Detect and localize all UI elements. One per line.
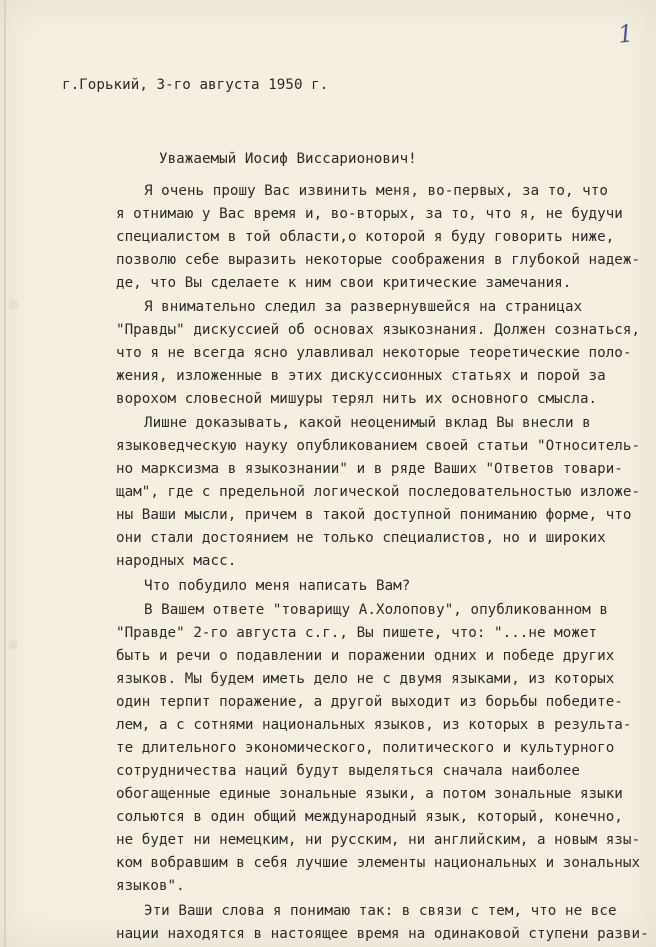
text-line: де, что Вы сделаете к ним свои критические замечания.: [116, 275, 572, 291]
text-line: ны Ваши мысли, причем в такой доступной пониманию форме, что: [116, 507, 632, 523]
text-line: Лишне доказывать, какой неоценимый вклад Вы внесли в: [144, 415, 591, 431]
text-line: щам", где с предельной логической последовательностью изложе-: [116, 484, 641, 500]
text-line: Что побудило меня написать Вам?: [144, 578, 411, 594]
text-line: Эти Ваши слова я понимаю так: в связи с тем, что не все: [144, 903, 617, 919]
text-line: я отнимаю у Вас время и, во-вторых, за то, что я, не будучи: [116, 206, 623, 222]
text-line: позволю себе выразить некоторые соображения в глубокой надеж-: [116, 252, 641, 268]
text-line: Я очень прошу Вас извинить меня, во-первых, за то, что: [144, 183, 608, 199]
page-edge: [4, 0, 6, 947]
text-line: В Вашем ответе "товарищу А.Холопову", опубликованном в: [144, 602, 608, 618]
punch-hole: [8, 300, 18, 310]
text-line: не будет ни немецким, ни русским, ни английским, а новым язы-: [116, 832, 641, 848]
text-line: ворохом словесной мишуры терял нить их основного смысла.: [116, 391, 598, 407]
handwritten-page-number: 1: [616, 19, 635, 49]
text-line: языковедческую науку опубликованием своей статьи "Относитель-: [116, 438, 641, 454]
text-line: языков. Мы будем иметь дело не с двумя языками, из которых: [116, 671, 615, 687]
text-line: те длительного экономического, политического и культурного: [116, 740, 615, 756]
text-line: сотрудничества наций будут выделяться сначала наиболее: [116, 763, 580, 779]
text-line: быть и речи о подавлении и поражении одних и победе других: [116, 648, 615, 664]
text-line: специалистом в той области,о которой я буду говорить ниже,: [116, 229, 615, 245]
text-line: народных масс.: [116, 553, 237, 569]
text-line: Я внимательно следил за развернувшейся на страницах: [144, 299, 583, 315]
text-line: нации находятся в настоящее время на одинаковой ступени разви-: [116, 926, 649, 942]
text-line: "Правды" дискуссией об основах языкознания. Должен сознаться,: [116, 322, 641, 338]
text-line: что я не всегда ясно улавливал некоторые теоретические поло-: [116, 345, 632, 361]
text-line: лем, а с сотнями национальных языков, из которых в результа-: [116, 717, 632, 733]
text-line: ком вобравшим в себя лучшие элементы национальных и зональных: [116, 855, 641, 871]
punch-hole: [8, 640, 18, 650]
letter-date-line: г.Горький, 3-го августа 1950 г.: [62, 77, 329, 93]
text-line: но марксизма в языкознании" и в ряде Ваших "Ответов товари-: [116, 461, 623, 477]
text-line: сольются в один общий международный язык, который, конечно,: [116, 809, 623, 825]
letter-salutation: Уважаемый Иосиф Виссарионович!: [159, 151, 417, 167]
text-line: "Правде" 2-го августа с.г., Вы пишете, что: "...не может: [116, 625, 598, 641]
text-line: языков".: [116, 878, 185, 894]
text-line: они стали достоянием не только специалистов, но и широких: [116, 530, 606, 546]
text-line: один терпит поражение, а другой выходит из борьбы победите-: [116, 694, 623, 710]
text-line: обогащенные единые зональные языки, а потом зональные языки: [116, 786, 623, 802]
text-line: жения, изложенные в этих дискуссионных статьях и порой за: [116, 368, 606, 384]
